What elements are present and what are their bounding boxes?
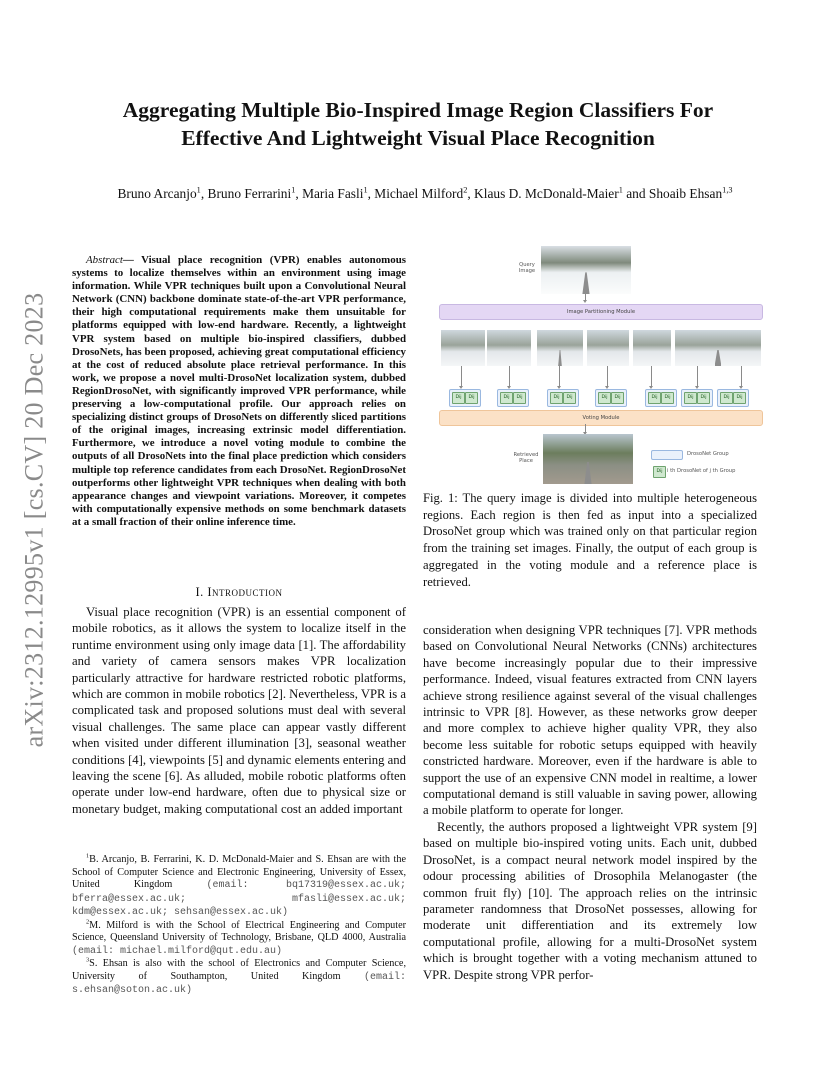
author: Bruno Ferrarini$^1$ [207, 185, 296, 201]
abstract-label: Abstract [86, 254, 123, 266]
author: Bruno Arcanjo$^1$ [117, 185, 201, 201]
arrow [585, 294, 586, 300]
arrow [509, 366, 510, 386]
author-list: Bruno Arcanjo$^1$, Bruno Ferrarini$^1$, Maria Fasli$^1$, Michael Milford$^2$, Klaus D. McDonald-Maier$^1$ and Shoaib Ehsan$^{1,3}$ [117, 185, 733, 201]
title-line-1: Aggregating Multiple Bio-Inspired Image Region Classifiers For [122, 98, 714, 122]
author: Maria Fasli$^1$ [302, 185, 368, 201]
legend-group-label: DrosoNet Group [687, 451, 729, 457]
paragraph: Recently, the authors proposed a lightweight VPR system [9] based on multiple bio-inspired voting units. Each unit, dubbed DrosoNet, is a compact neural network model inspired by the odour processing abilities of Drosophila Melanogaster (the common fruit fly) [10]. The approach relies on the intrinsic parameter randomness that DrosoNet possesses, allowing for moderate unit differentiation and its extremely low computational profile, allowing for a multi-DrosoNet system which is brought together with a voting mechanism attuned to VPR. Despite strong VPR perfor- [423, 819, 757, 982]
footnote-3: $^3$S. Ehsan is also with the school of Electronics and Computer Science, University of Southampton, United Kingdom (email: s.ehsan@soton.ac.uk) [72, 956, 407, 996]
footnote-1: $^1$B. Arcanjo, B. Ferrarini, K. D. McDonald-Maier and S. Ehsan are with the School of Computer Science and Electronic Engineering, University of Essex, United Kingdom (email: bq17319@essex.ac.uk; bferra@essex.ac.uk; mfasli@essex.ac.uk; kdm@essex.ac.uk; sehsan@essex.ac.uk) [72, 852, 407, 918]
drosonet-unit: Dij [697, 392, 710, 404]
arrow [461, 366, 462, 386]
abstract [72, 254, 406, 529]
drosonet-unit: Dij [611, 392, 624, 404]
arrow [741, 366, 742, 386]
retrieved-image [543, 434, 633, 484]
query-image [541, 246, 631, 294]
footnote-2: $^2$M. Milford is with the School of Electrical Engineering and Computer Science, Queensland University of Technology, Brisbane, QLD 4000, Australia (email: michael.milford@qut.edu.au) [72, 918, 406, 957]
drosonet-unit: Dij [648, 392, 661, 404]
right-column-text [423, 622, 757, 983]
abstract-text: — Visual place recognition (VPR) enables autonomous systems to localize themselves within an environment using image information. While VPR techniques built upon a Convolutional Neural Network (CNN) backbone dominate state-of-the-art VPR performance, their high computational requirements make them unsuitable for platforms equipped with low-end hardware. Recently, a lightweight VPR system based on multiple bio-inspired classifiers, dubbed DrosoNets, has been proposed, achieving great computational efficiency at the cost of reduced absolute place retrieval performance. In this work, we propose a novel multi-DrosoNet localization system, dubbed RegionDrosoNet, with significantly improved VPR performance, while preserving a low-computational profile. Our approach relies on specializing distinct groups of DrosoNets on differently sliced partitions of the original images, increasing extrinsic model differentiation. Furthermore, we introduce a novel voting module to combine the outputs of all DrosoNets into the final place prediction which considers multiple top reference candidates from each DrosoNet. RegionDrosoNet outperforms other lightweight VPR techniques when dealing with both appearance changes and viewpoint variations. Moreover, it competes with computationally expensive methods on some benchmark datasets at a small fraction of their online inference time. [72, 254, 406, 528]
partitioning-module: Image Partitioning Module [439, 304, 763, 320]
figure-caption: Fig. 1: The query image is divided into multiple heterogeneous regions. Each region is then fed as input into a specialized DrosoNet group which was trained only on that particular region from the training set images. Finally, the output of each group is aggregated in the voting module and a reference place is retrieved. [423, 491, 757, 589]
query-image-label: Query Image [518, 262, 536, 274]
drosonet-unit: Dij [733, 392, 746, 404]
arrow [651, 366, 652, 386]
drosonet-unit: Dij [720, 392, 733, 404]
legend-unit-label: i th DrosoNet of j th Group [667, 468, 736, 474]
region-image [537, 330, 583, 366]
drosonet-unit: Dij [500, 392, 513, 404]
intro-paragraph: Visual place recognition (VPR) is an essential component of mobile robotics, as it allows the system to localize itself in the runtime environment using only image data [1]. The affordability and variety of camera sensors makes VPR localization particularly attractive for hardware restricted robotic platforms, which are common in mobile robotics [2]. Nevertheless, VPR is a complicated task and proposed solutions must deal with several visual challenges. The same place can appear vastly different when visited under different illumination [3], seasonal weather conditions [4], viewpoints [5] and dynamic elements entering and leaving the scene [6]. As alluded, mobile robotic platforms often operate under low-end hardware, often due to physical size or monetary budget, making computational cost an added important [72, 605, 406, 816]
author: Shoaib Ehsan$^{1,3}$ [648, 185, 733, 201]
footnotes [72, 854, 406, 998]
arrow [607, 366, 608, 386]
retrieved-place-label: Retrieved Place [513, 452, 539, 464]
title-line-2: Effective And Lightweight Visual Place Recognition [181, 126, 655, 150]
region-image [487, 330, 531, 366]
author: Klaus D. McDonald-Maier$^1$ [474, 185, 623, 201]
arxiv-watermark: arXiv:2312.12995v1 [cs.CV] 20 Dec 2023 [19, 292, 48, 748]
paper-title [60, 96, 776, 152]
drosonet-unit: Dij [563, 392, 576, 404]
drosonet-unit: Dij [465, 392, 478, 404]
author: Michael Milford$^2$ [374, 185, 468, 201]
section-heading-introduction: I. Introduction [195, 585, 283, 599]
paragraph: consideration when designing VPR techniques [7]. VPR methods based on Convolutional Neural Networks (CNNs) architectures have become increasingly popular due to their impressive performance. Indeed, visual features extracted from CNN layers achieve strong resilience against several of the visual challenges intrinsic to VPR [8]. However, as these networks grow deeper and more complex to achieve higher quality VPR, they also become less suitable for robotic setups equipped with heavily constricted hardware. Moreover, even if the hardware is able to support the use of an expensive CNN model in realtime, a lower computational demand is still valuable in saving power, allowing a mobile platform to operate for longer. [423, 623, 757, 818]
legend-group-swatch [651, 450, 683, 460]
arrow [559, 366, 560, 386]
drosonet-unit: Dij [452, 392, 465, 404]
drosonet-unit: Dij [661, 392, 674, 404]
region-image [441, 330, 485, 366]
voting-module: Voting Module [439, 410, 763, 426]
region-image [633, 330, 671, 366]
drosonet-unit: Dij [550, 392, 563, 404]
drosonet-unit: Dij [684, 392, 697, 404]
drosonet-unit: Dij [598, 392, 611, 404]
drosonet-unit: Dij [513, 392, 526, 404]
arrow [585, 424, 586, 432]
legend-unit-swatch: Dij [653, 466, 666, 478]
region-image [675, 330, 761, 366]
arrow [697, 366, 698, 386]
region-image [587, 330, 629, 366]
figure-1 [437, 246, 763, 486]
